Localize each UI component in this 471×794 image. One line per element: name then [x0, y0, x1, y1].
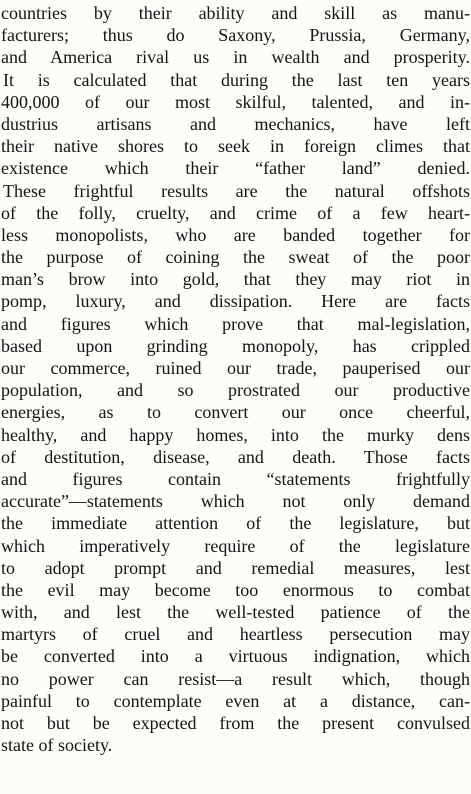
text-line-10: of the folly, cruelty, and crime of a few heart- — [1, 202, 470, 223]
text-line-33: not but be expected from the present convulsed — [1, 713, 470, 733]
text-line-28: with, and lest the well-tested patience of the — [1, 602, 470, 623]
text-line-18: population, and so prostrated our productive — [1, 380, 470, 401]
text-line-31: no power can resist—a result which, though — [1, 668, 470, 689]
text-line-9: These frightful results are the natural offshots — [3, 180, 470, 201]
text-line-4: It is calculated that during the last ten years — [3, 69, 470, 90]
text-line-30: be converted into a virtuous indignation, which — [1, 646, 470, 667]
text-line-32: painful to contemplate even at a distance, can- — [1, 690, 470, 711]
text-line-25: which imperatively require of the legislature — [1, 535, 470, 556]
text-line-24: the immediate attention of the legislature, but — [1, 513, 470, 534]
text-line-1: countries by their ability and skill as manu- — [1, 3, 470, 23]
text-line-26: to adopt prompt and remedial measures, lest — [1, 557, 470, 578]
text-line-29: martyrs of cruel and heartless persecution may — [1, 624, 470, 645]
text-line-27: the evil may become too enormous to combat — [1, 579, 470, 600]
text-line-22: and figures contain “statements frightfully — [1, 468, 470, 489]
text-line-8: existence which their “father land” denied. — [1, 158, 470, 179]
text-line-15: and figures which prove that mal-legislation, — [1, 313, 470, 334]
text-line-19: energies, as to convert our once cheerful, — [1, 402, 470, 423]
text-line-23: accurate”—statements which not only demand — [1, 491, 470, 512]
text-line-3: and America rival us in wealth and prosperity. — [1, 47, 470, 68]
text-line-17: our commerce, ruined our trade, pauperised our — [1, 358, 470, 378]
article-text-column — [0, 2, 471, 756]
text-line-6: dustrius artisans and mechanics, have left — [1, 113, 470, 134]
text-line-34: state of society. — [1, 735, 113, 756]
text-line-7: their native shores to seek in foreign climes that — [1, 136, 470, 157]
text-line-16: based upon grinding monopoly, has crippled — [1, 335, 470, 356]
text-line-14: pomp, luxury, and dissipation. Here are facts — [1, 291, 470, 312]
text-line-11: less monopolists, who are banded together for — [1, 224, 470, 245]
text-line-2: facturers; thus do Saxony, Prussia, Germany, — [1, 25, 470, 46]
text-line-21: of destitution, disease, and death. Those facts — [1, 446, 470, 467]
text-line-13: man’s brow into gold, that they may riot in — [1, 269, 470, 290]
text-line-20: healthy, and happy homes, into the murky dens — [1, 424, 470, 445]
text-line-12: the purpose of coining the sweat of the poor — [1, 247, 470, 268]
text-line-5: 400,000 of our most skilful, talented, and in- — [1, 91, 470, 112]
